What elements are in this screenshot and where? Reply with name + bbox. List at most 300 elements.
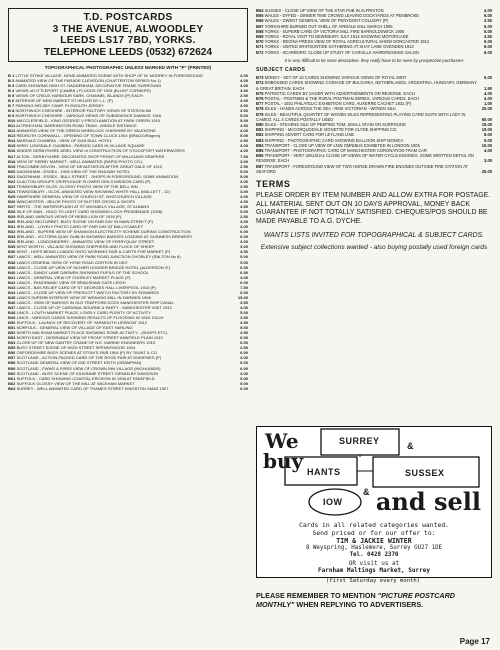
we-buy-and-sell-ad <box>256 426 492 578</box>
region-sussex: SUSSEX <box>405 468 445 478</box>
item-price: 2.50 <box>484 18 492 24</box>
item-price: 5.00 <box>240 325 248 331</box>
item-price: 2.50 <box>240 163 248 169</box>
item-price: 1.00 <box>484 101 492 107</box>
item-price: 3.50 <box>240 299 248 305</box>
please-remember <box>256 592 492 610</box>
address-line-2: LEEDS LS17 7BD, YORKS. <box>60 35 196 47</box>
item-price: 5.00 <box>240 133 248 139</box>
item-description: CLACTON GROUPS CRIPPLEAGE FLOWER GIRLS MISSION CARD (P) <box>16 178 151 184</box>
item-description: SCOTLAND GENERAL VIEW OF MID STREET KEITH (GRAMPIAN) <box>16 360 142 366</box>
item-description: SILKS - HANDS ACROSS THE SEA - RMS VICTORIAN - WOVEN SILK <box>264 106 396 112</box>
item-description: SILKS - STEVENS SILK OF PEEPING TOM, SMALL STAIN ON SURROUND <box>264 122 406 128</box>
item-description: LANCS - GENERAL VIEW OF CHORLEY MARKET PLACE (P) <box>16 274 131 280</box>
item-description: REDRUTH CORNWALL - OPENING OF TOWN CLOCK 1904 (BRAGG/Rogers) <box>16 133 161 139</box>
item-price: 6.00 <box>240 289 248 295</box>
ad-wanted-text: Cards in all related categories wanted. <box>298 521 450 529</box>
item-description: LANCS - CLOSE UP VIEW OF HIGHER HODDER BRIDGE HOTEL (ALDERSON 'E') <box>16 264 171 270</box>
item-number: B54 <box>8 340 16 346</box>
item-description: PATRIOTIC CARDS BY SAGER WITH ADVERTISEMENTS ON REVERSE. EACH <box>264 90 415 96</box>
item-number: B63 <box>8 385 16 391</box>
item-description: YORKSHIRE BURNED OUT SHELL OF AIRDALE MILL MARCH 1906 <box>264 23 393 29</box>
page-number: Page 17 <box>459 637 490 646</box>
item-number: B48 <box>8 309 16 315</box>
item-description: KIRBY LONSDALE CUMBRIA - PARKED CARS IN VILLAGE SQUARE <box>16 143 145 149</box>
item-price: 3.00 <box>240 98 248 104</box>
item-number: B71 <box>256 44 264 50</box>
item-description: ANIMATED VIEW OF THE GREEN WHEELOCK CHESHIRE BY VALENTINE <box>16 128 156 134</box>
item-price: 60.00 <box>481 116 492 122</box>
item-description: LITTLE STOKE VILLAGE, NONE ANIMATED SCENE WITH SHOP OF W. MORREY IN FOREGROUND <box>15 72 203 78</box>
region-hants: HANTS <box>307 467 341 477</box>
item-number: B76 <box>256 96 264 102</box>
region-iow: IOW <box>323 497 343 507</box>
item-price: 4.00 <box>240 193 248 199</box>
item-number: B60 <box>8 370 16 376</box>
item-number: B69 <box>256 34 264 40</box>
item-description: SUSSEX - CLOSE UP VIEW OF THE STAR PUB IN ALFRISTON <box>264 8 384 13</box>
item-number: B25 <box>8 193 16 199</box>
item-description: NORTHWICH CHESHIRE - VARIOUS VIEWS OF SUBSIDENCE DAMAGE 1916 <box>15 113 162 119</box>
item-price: 3.00 <box>240 178 248 184</box>
item-description: IRELAND VARIOUS VIEWS OF REBELLION OF 1916 (P) <box>16 214 122 220</box>
item-price: 5.00 <box>240 168 248 174</box>
item-number: B37 <box>8 254 16 260</box>
item-description: WALES - GWENT GENERAL VIEW OF PENYDONT COLLIERY (P) <box>264 18 389 24</box>
item-number: B40 <box>8 269 16 275</box>
item-price: 2.50 <box>240 214 248 220</box>
item-price: 4.00 <box>240 274 248 280</box>
item-number: B34 <box>8 239 16 245</box>
item-price: 3.00 <box>240 87 248 93</box>
item-number: B32 <box>8 229 16 235</box>
item-description: LANCS - BAS RELIEF CARD OF ST GEORGES HALL LIVERPOOL 1910 (P) <box>16 284 156 290</box>
item-number: B64 <box>256 8 264 13</box>
item-number: B 3 <box>8 82 15 88</box>
item-price: 6.00 <box>240 279 248 285</box>
item-number: B 2 <box>8 77 15 83</box>
item-description: KENT - HOPS BEING LOADED ONTO WORKING FAIR & CARTS FOR MARKET (P) <box>16 249 171 255</box>
item-price: 4.50 <box>240 320 248 326</box>
item-number: B 7 <box>8 103 15 109</box>
item-number: B83 <box>256 137 264 143</box>
item-number: B75 <box>256 90 264 96</box>
item-description: DAGENHAM - ESSEX - 1906 VIEW OF THE RAILWAY HOTEL <box>16 168 131 174</box>
item-number: B29 <box>8 214 16 220</box>
item-number: B12 <box>8 128 16 134</box>
item-number: B42 <box>8 279 16 285</box>
item-price: 5.00 <box>240 209 248 215</box>
item-description: ALTRINCHAM, BARRINGTON ROAD TRAM - MIDDLE DISTANCE <box>16 123 137 129</box>
item-price: 3.00 <box>240 158 248 164</box>
item-price: 4.00 <box>240 148 248 154</box>
right-column <box>256 8 492 252</box>
item-number: B67 <box>256 23 264 29</box>
item-price: 20.00 <box>481 106 492 112</box>
item-price: 3.50 <box>240 108 248 114</box>
listing-entry <box>256 164 492 174</box>
item-price: 3.00 <box>484 158 492 164</box>
item-price: 5.00 <box>240 259 248 265</box>
ampersand-1: & <box>407 441 414 451</box>
item-description: LINCS - LOUTH MARKET PLACE, LOVELY CARD PLENTY OF ACTIVITY <box>16 309 151 315</box>
item-description: TEWKESBURY - GLOS. ANIMATED VIEW SHOWING WHITE HALL (MALLETT - 12) <box>16 188 170 194</box>
item-number: B15 <box>8 143 16 149</box>
item-price: 25.00 <box>481 168 492 174</box>
item-number: B51 <box>8 325 16 331</box>
item-description: TRACOMBE DEVON - VIEW OF DEVASTATION AFTER GREAT GALE OF 1912 <box>16 163 163 169</box>
item-number: B61 <box>8 375 16 381</box>
item-number: B78 <box>256 106 264 112</box>
subtitle: TOPOGRAPHICAL PHOTOGRAPHIC UNLESS MARKED WITH "P" (PRINTED) <box>44 65 212 71</box>
telephone: TELEPHONE LEEDS (0532) 672624 <box>43 46 213 58</box>
item-number: B72 <box>256 49 264 55</box>
item-description: YORKS - SCARBORO: CLOSE UP STUDY OF CARVILLS HAIRDRESSING SALON <box>264 49 419 55</box>
item-description: LANCS - PANORAMIC VIEW OF BRADSHAW GATE LEIGH <box>16 279 126 285</box>
item-number: B23 <box>8 183 16 189</box>
item-description: IRELAND - LOVELY PHOTO CARD OF FAIR DAY AT BALLYCAWLEY <box>16 224 144 230</box>
item-description: NORTHWICH CHESHIRE - INTERIOR FACTORY VIEWS OF STATION 6th <box>15 108 152 114</box>
item-number: B53 <box>8 335 16 341</box>
item-description: LANCS - CLOSE UP OF CARDINAL BOURNE & PARTY - MANCHESTER VISIT 1912 <box>16 304 172 310</box>
ad-names: TIM & JACKIE WINTER <box>336 537 412 545</box>
extensive-text: Extensive subject collections wanted - also buying postally used foreign cards <box>260 244 488 252</box>
item-price: 6.00 <box>240 385 248 391</box>
item-price: 6.00 <box>484 44 492 50</box>
item-price: 5.00 <box>240 173 248 179</box>
item-price: 3.00 <box>240 370 248 376</box>
item-number: B79 <box>256 111 264 117</box>
item-price: 5.00 <box>240 375 248 381</box>
item-number: B 5 <box>8 92 15 98</box>
item-description: SUFFOLK GLOSSY VIEW OF THE MILL AT WICKHAM MARKET <box>16 380 135 386</box>
item-price: 4.50 <box>484 34 492 40</box>
item-description: VIEW OF DERBY MARKET - WELL ANIMATED (RAPID PHOTO CO.) <box>16 158 143 164</box>
item-price: 3.00 <box>240 103 248 109</box>
item-price: 2.50 <box>240 138 248 144</box>
item-description: IRELAND - LONDONDERRY - ANIMATED VIEW OF FERRYQUAY STREET <box>16 239 155 245</box>
item-description: POSTAL - 1931 PHILATELIC EXHIBITION CARD, AUXERRE CACHET 1931 (P) <box>264 101 412 107</box>
item-price: 7.50 <box>240 284 248 290</box>
item-description: TRANSPORT - VERY UNUSUAL CLOSE UP VIEWS OF WATER CYCLE ENGINES. SOME WRITTEN DETAIL ON REVERSE. EACH <box>256 153 475 164</box>
item-description: MONEY - SET OF 10 CARDS SHOWING VARIOUS VIEWS OF ROYAL MINT <box>264 75 407 81</box>
item-price: 6.00 <box>240 234 248 240</box>
item-price: 6.00 <box>240 365 248 371</box>
item-number: B14 <box>8 138 16 144</box>
item-number: B39 <box>8 264 16 270</box>
item-price: 5.00 <box>484 23 492 29</box>
item-price: 6.00 <box>484 13 492 19</box>
item-number: B66 <box>256 18 264 24</box>
item-description: LINCS - VARIOUS CARDS SHOWING RESULTS OF FLOODING IN 1920. EACH <box>16 315 164 321</box>
ad-buy-text: buy <box>263 449 304 473</box>
terms-heading: TERMS <box>256 179 291 190</box>
item-description: LANCS SUPERB INTERIOR VIEW OF WEAVING MILL IN DARWEN 1906 <box>16 294 151 300</box>
item-description: NORTH EAST - DESIRABLE VIEW OF FRONT STREET ANNFIELD PLAIN 1910 <box>16 335 163 341</box>
item-price: 6.00 <box>240 335 248 341</box>
address-line-1: 3 THE AVENUE, ALWOODLEY <box>52 23 204 35</box>
item-number: B13 <box>8 133 16 139</box>
item-number: B 8 <box>8 108 15 114</box>
ad-send-text: Send priced or for our offer to: <box>312 528 436 537</box>
item-number: B 4 <box>8 87 15 93</box>
item-description: SHIPPING - McCORQUODALE VIGNETTE FOR CLYDE SHIPPING CO. <box>264 127 398 133</box>
left-column <box>8 8 248 391</box>
item-number: B57 <box>8 355 16 361</box>
item-number: B16 <box>8 148 16 154</box>
item-description: YORKS - REGINA PRESS VIEW OF ROYAL AGRICULTURAL SHOW DONCASTER 1912 <box>264 39 430 45</box>
ad-and-sell-text: and sell <box>375 487 481 516</box>
item-price: 4.00 <box>240 72 248 78</box>
item-description: VIEWS OF CREUX HARBOUR SARK, CHANNEL ISLANDS (P) EACH <box>15 92 143 98</box>
item-number: B68 <box>256 28 264 34</box>
ad-visit-1: OR visit us at <box>348 560 400 567</box>
item-description: SILKS - BEAUTIFUL QUARTET OF WOVEN SILKS REPRESENTING PLAYING CARD SUITS WITH LADY IN CAMEO. ALL 4 CARDS POSTALLY USED <box>256 111 466 122</box>
item-price: 6.00 <box>240 229 248 235</box>
item-number: B36 <box>8 249 16 255</box>
item-price: 3.00 <box>240 244 248 250</box>
item-description: LANCS - SANDY LANE DARWEN SHOWING PUPILS OF THE SCHOOL <box>16 269 149 275</box>
item-description: LANCS - WELL ANIMATED VIEW OF PARK ROAD JUNCTION CHORLEY (RALTON No 6) <box>16 254 181 260</box>
item-number: B58 <box>8 360 16 366</box>
ad-line-1 <box>257 522 491 537</box>
item-price: 6.00 <box>240 350 248 356</box>
item-number: B 6 <box>8 98 15 104</box>
item-price: 4.00 <box>240 82 248 88</box>
item-price: 4.00 <box>484 148 492 154</box>
item-price: 8.00 <box>484 132 492 138</box>
listing-entry <box>256 80 492 90</box>
item-description: ANIMATED VIEW OF THE PARADE CLEVEDON (CHATTERTON SERIES No.1) <box>15 77 161 83</box>
item-number: B 1 <box>8 72 15 78</box>
item-number: B73 <box>256 75 264 81</box>
item-number: B47 <box>8 304 16 310</box>
item-number: B17 <box>8 153 16 159</box>
right-listing <box>256 8 492 55</box>
item-number: B26 <box>8 198 16 204</box>
item-description: SCOTLAND - BUSY SCENE OF KILWINNIE STREET GIRVAN BY DAVIDSON <box>16 370 159 376</box>
item-price: 15.00 <box>481 127 492 133</box>
listing-entry <box>8 386 248 391</box>
item-description: CLOSE UP OF NEW GANTRY CRANE OF N.E. MARINE ENGINEERS 1910 <box>16 340 156 346</box>
item-description: TRANSPORT - PHOTOGRAPHIC CARD OF MANCHESTER CORONATION TRAM CAR <box>264 148 427 154</box>
item-price: 1.50 <box>484 85 492 91</box>
item-description: SUFFOLK - CARD SHOWING COASTAL EROSION IN 1908 AT PAKEFIELD <box>16 375 155 381</box>
item-number: B82 <box>256 132 264 138</box>
item-description: KINDER DERBYSHIRE ARIEL VIEW of CONSTRUCTION OF STOCKPORT WATERWORKS <box>16 148 185 154</box>
item-description: EMBOSSED CARDS SHOWING COINAGE OF BULGARIA, NETHERLANDS, ARGENTINA, HUNGARY, GERMANY & GREAT BRITAIN. EACH <box>256 80 477 91</box>
magazine-name: "PICTURE POSTCARD MONTHLY" <box>256 591 455 609</box>
item-description: SCOTLAND - ACTION PACKED CARD OF THE ROOD FAIR AT DUMFRIES (P) <box>16 355 162 361</box>
item-number: B20 <box>8 168 16 174</box>
item-description: CARD SHOWING HIGH ST. HADDENHAM, DECORATIVE FRAME SURROUND <box>15 82 162 88</box>
item-price: 4.50 <box>240 123 248 129</box>
item-description: KENT WORTH - VILLAGE SHOWING SHEPHERD AND FLOCK OF SHEEP <box>16 244 155 250</box>
item-number: B56 <box>8 350 16 356</box>
listing-entry <box>256 153 492 163</box>
item-number: B62 <box>8 380 16 386</box>
item-description: LANCS - VIEW OF BARGES IN OLD TRAFFORD DOCK MANCHESTER SHIP CANAL <box>16 299 174 305</box>
item-price: 3.00 <box>240 239 248 245</box>
item-number: B52 <box>8 330 16 336</box>
item-description: LANCS - CLOSE UP VIEW OF PRESCOTT WATCH FACTORY BY EDWARDS <box>16 289 159 295</box>
item-price: 3.00 <box>240 188 248 194</box>
item-description: HERTS - THE WATERSPLASH AT ST MICHAELS VILLAGE, ST ALBANS <box>16 204 150 209</box>
region-surrey: SURREY <box>339 436 380 446</box>
item-number: B22 <box>8 178 16 184</box>
item-description: SCOTLAND - FWWS & FIRES VIEW OF CROWN INN VILLAGE (HIGHLANDS) <box>16 365 161 371</box>
item-description: BUSY STREET SCENE OF HIGH STREET SPENNYMOOR 1904 <box>16 345 136 351</box>
dealer-name: T.D. POSTCARDS <box>83 12 173 23</box>
item-price: 4.00 <box>240 304 248 310</box>
item-description: SHIPPING ADVERT CARD FOR LEYLAND LINE <box>264 132 355 138</box>
item-price: 5.00 <box>240 113 248 119</box>
item-number: B41 <box>8 274 16 280</box>
item-description: PARKING HELSBY CAMP. PLYMOUTH JERSEY <box>15 103 104 109</box>
item-number: B43 <box>8 284 16 290</box>
item-number: B 9 <box>8 113 15 119</box>
item-price: 2.50 <box>240 92 248 98</box>
item-number: B18 <box>8 158 16 164</box>
item-number: B46 <box>8 299 16 305</box>
item-price: 4.00 <box>240 224 248 230</box>
item-number: B44 <box>8 289 16 295</box>
item-price: 4.50 <box>240 249 248 255</box>
item-price: 7.50 <box>240 153 248 159</box>
item-description: DAGENHAM - ESSEX - BULL STREET - SHOPS IN FOREGROUND, SOME ANIMATION <box>16 173 179 179</box>
item-description: TEWKESBURY GLOS. GLOSSY PHOTO VIEW OF THE BELL INN <box>16 183 138 189</box>
item-number: B21 <box>8 173 16 179</box>
item-price: 6.50 <box>240 340 248 346</box>
item-description: YORKS - UNITED WHITSUNTIDE GATHERING AT SHAY LANE OVENDEN 1913 <box>264 44 414 50</box>
item-price: 4.00 <box>240 77 248 83</box>
item-price: 5.00 <box>240 360 248 366</box>
please-text: PLEASE REMEMBER TO MENTION <box>256 591 376 600</box>
item-number: B74 <box>256 80 264 86</box>
item-price: 5.00 <box>240 118 248 124</box>
item-price: 6.00 <box>240 264 248 270</box>
item-price: 5.00 <box>240 309 248 315</box>
item-price: 5.00 <box>484 137 492 143</box>
item-number: B65 <box>256 13 264 19</box>
item-number: B45 <box>8 294 16 300</box>
item-description: VIEWS of LITTLEPORT (CAMBS.) FLOODS OF 1915 (BLUNT CORNERS) <box>15 87 151 93</box>
item-number: B24 <box>8 188 16 194</box>
ad-visit-2: Farnham Maltings Market, Surrey <box>318 567 430 574</box>
subject-listing <box>256 75 492 174</box>
item-description: NORTH WALSHAM MARKET PLACE SHOWING SOME ACTIVITY - (SHOPS ETC) <box>16 330 168 336</box>
item-price: 3.50 <box>240 330 248 336</box>
item-price: 15.00 <box>481 122 492 128</box>
ad-tel: Tel. 0428 2370 <box>349 552 399 558</box>
item-number: B35 <box>8 244 16 250</box>
item-description: MACCLESFIELD - KING GEORGE V PROCLAMATION AT PARK GREEN 1910 <box>16 118 161 124</box>
item-price: 3.00 <box>240 219 248 225</box>
item-price: 3.50 <box>240 315 248 321</box>
item-number: B86 <box>256 153 264 159</box>
listing-entry <box>256 112 492 122</box>
item-description: ISLE OF MAN - HOLD TO LIGHT CARD SHOWING LOCH PROMENADE (1906) <box>16 209 163 215</box>
item-number: B33 <box>8 234 16 240</box>
item-number: B87 <box>256 163 264 169</box>
item-description: OXFORDSHIRE BUSY SCENES AT STOW'S FAIR 1904 (P) BY TAUNT & CO. <box>16 350 158 356</box>
item-price: 3.00 <box>240 143 248 149</box>
item-number: B38 <box>8 259 16 265</box>
item-number: B11 <box>8 123 16 129</box>
item-price: 3.00 <box>240 355 248 361</box>
item-number: B31 <box>8 224 16 230</box>
ad-visit-3: (first Saturday every month) <box>325 578 421 584</box>
item-number: B19 <box>8 163 16 169</box>
item-description: ALTON - DERBYSHIRE, DECORATED SHOP FRONT OF MILLIGANS DRAPERS <box>16 153 165 159</box>
item-number: B49 <box>8 315 16 321</box>
item-description: INTERIOR OF NEW MARKET ST HELIER BY L.L. (P) <box>15 98 113 104</box>
item-number: B55 <box>8 345 16 351</box>
ampersand-2: & <box>363 487 370 497</box>
item-description: WINCHESTER - BELOE PHOTO OF BUTTER CROSS & SHOPS <box>16 198 135 204</box>
item-description: YORKS - SUPERB CARD OF VICTORIA MILL FIRE BARNOLDSWICK 1906 <box>264 28 405 34</box>
item-number: B80 <box>256 122 264 128</box>
left-listing <box>8 73 248 391</box>
item-description: HAMPSHIRE GENERAL VIEW OF CHURCH ST. WHITCHURCH VILLAGE <box>16 193 152 199</box>
item-description: MARDALE CUMBRIA - VIEW OF DUN BULL HOTEL <box>16 138 112 144</box>
item-price: 15.00 <box>237 294 248 300</box>
item-description: IRELAND - SUPERB VIEW OF SHANNON ELECTRICITY SCHEME DURING CONSTRUCTION <box>16 229 191 235</box>
item-price: 4.00 <box>484 90 492 96</box>
terms-text: PLEASE ORDER BY ITEM NUMBER AND ALLOW EXTRA FOR POSTAGE. ALL MATERIAL SENT OUT ON 10 DAYS APPROVAL, MONEY BACK GUARANTEE IF NOT TOTALLY SATISFIED. CHEQUES/POS SHOULD BE MADE PAYABLE TO A.G. DYCHE. <box>256 192 491 225</box>
item-price: 5.00 <box>240 380 248 386</box>
item-description: SUFFOLK - LAUNCH OF RECOVERY OF YARMOUTH LIFEBOAT 1912 <box>16 320 147 326</box>
item-number: B27 <box>8 204 16 209</box>
item-price: 5.00 <box>484 28 492 34</box>
item-price: 4.00 <box>484 8 492 13</box>
ad-we-text: We <box>265 429 299 453</box>
item-description: IRELAND - VICTORIA QUAY DUBLIN SHOWING BARGES LOADING AT GUINNESS BREWERY <box>16 234 193 240</box>
item-price: 5.00 <box>240 254 248 260</box>
item-price: 4.00 <box>240 128 248 134</box>
item-price: 6.00 <box>484 49 492 55</box>
item-number: B85 <box>256 148 264 154</box>
item-number: B10 <box>8 118 16 124</box>
item-description: TRANSPORT - CLOSE UP VIEW OF LNW OMNIBUS EXHIBITED IN LONDON 1905 <box>264 142 420 148</box>
item-price: 10.00 <box>481 142 492 148</box>
item-number: B81 <box>256 127 264 133</box>
item-description: YORKS - ROYAL VISIT TO DEWSBURY JULY 1912 SHOWING MOTORCADE <box>264 34 409 40</box>
item-price: 2.50 <box>240 345 248 351</box>
ad-address: 8 Weyspring, Haslemere, Surrey GU27 1DE <box>305 545 443 551</box>
listing-entry <box>256 50 492 55</box>
item-number: B50 <box>8 320 16 326</box>
item-price: 4.00 <box>240 198 248 204</box>
item-number: B77 <box>256 101 264 107</box>
item-description: IRELAND BELTURBET, BUSY SCENE ON FAIR DAY IN MAIN STREET (P) <box>16 219 153 225</box>
item-description: SURREY - WELL ANIMATED CARD OF THAMES STREET KINGSTON XMAS 1907 <box>16 385 169 391</box>
item-description: SHIPPING - PHOTOGRAPHIC CARD SHOWING BALLOON SHIP MONICA <box>264 137 404 143</box>
item-number: B70 <box>256 39 264 45</box>
item-price: 4.50 <box>240 204 248 209</box>
item-price: 6.50 <box>240 269 248 275</box>
item-price: 5.00 <box>484 75 492 81</box>
item-number: B59 <box>8 365 16 371</box>
item-number: B30 <box>8 219 16 225</box>
item-number: B28 <box>8 209 16 215</box>
item-description: TRANSPORT - FOREGROUND VIEW OF TWO HORSE DRAWN FIRE ENGINES OUTSIDE FIRE STATION AT SEAFORD <box>256 163 468 174</box>
item-description: WALES - DYFED - DINNER TIME CROWD LEAVING DOCKYARDS AT PEMBROKE <box>264 13 420 19</box>
please-end-text: WHEN REPLYING TO ADVERTISERS. <box>296 599 424 609</box>
item-price: 2.50 <box>240 183 248 189</box>
note: It is very difficult to be more descriptive, they really have to be seen by prospective purchasers <box>284 57 464 63</box>
item-price: 6.00 <box>484 39 492 45</box>
